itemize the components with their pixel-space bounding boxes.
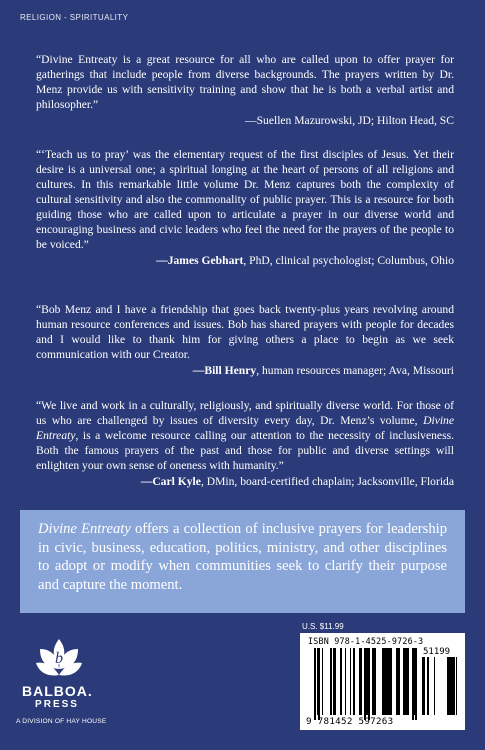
barcode-bar [389, 648, 392, 715]
publisher-logo [16, 635, 116, 735]
attribution-credentials: , JD; Hilton Head, SC [352, 114, 454, 127]
category-label: RELIGION - SPIRITUALITY [20, 13, 129, 22]
quote-text: “Bob Menz and I have a friendship that goes back twenty-plus years revolving around human resource conferences and issues. Bob has shared prayers with people for decades and I would like to thank him for giving others a place to begin as we seek communication with our Creator. [36, 303, 454, 361]
barcode-bar [383, 648, 386, 715]
barcode-bar [452, 657, 455, 715]
quote-attribution [36, 253, 454, 268]
barcode-bar [353, 648, 354, 715]
quote-4 [36, 398, 454, 489]
barcode-bar [330, 648, 332, 715]
barcode-bar [422, 657, 424, 715]
barcode-bar [450, 657, 452, 715]
barcode-bar [424, 657, 425, 715]
barcode-guard-bar [368, 648, 370, 720]
publisher-division: A DIVISION OF HAY HOUSE [16, 718, 107, 725]
barcode-bar [434, 657, 435, 715]
summary-box [20, 510, 465, 613]
quote-attribution [36, 363, 454, 378]
summary-text: offers a collection of inclusive prayers for leadership in civic, business, education, politics, ministry, and other disciplines to adopt or modify when communities seek to clarify their purpose and capture the moment. [38, 521, 447, 593]
barcode-bar [396, 648, 399, 715]
barcode-bar [403, 648, 404, 715]
publisher-name: BALBOA. [22, 683, 93, 699]
isbn-text: ISBN 978-1-4525-9726-3 [308, 636, 424, 646]
barcode-bar [372, 648, 374, 715]
quote-3 [36, 302, 454, 378]
quote-attribution [36, 474, 454, 489]
quote-text: “Divine Entreaty is a great resource for all who are called upon to offer prayer for gatherings that include people from diverse backgrounds. The prayers written by Dr. Menz provide us with sensitivity training and show that he is both a verbal artist and philosopher.” [36, 53, 454, 111]
barcode-bar [350, 648, 351, 715]
barcode-bar [404, 648, 406, 715]
attribution-name: —Bill Henry [192, 364, 257, 377]
quote-text-before: “We live and work in a culturally, religiously, and spiritually diverse world. For those of us who are challenged by issues of diversity every day, Dr. Menz’s volume, [36, 399, 454, 427]
publisher-subname: PRESS [35, 699, 79, 710]
lotus-icon [34, 635, 84, 683]
barcode-bar [408, 648, 409, 715]
quote-text [36, 398, 454, 473]
barcode-bar [456, 657, 457, 715]
barcode-guard-bar [364, 648, 366, 720]
barcode-bar [340, 648, 342, 715]
isbn-barcode [300, 633, 465, 730]
quote-2 [36, 147, 454, 268]
logo-letter: b [55, 650, 63, 667]
barcode-bar [374, 648, 376, 715]
barcode-guard-bar [318, 648, 320, 720]
barcode-bar [448, 657, 450, 715]
attribution-name: —Carl Kyle [140, 475, 201, 488]
barcode-bar [354, 648, 355, 715]
barcode-digits: 9 781452 597263 [306, 716, 394, 727]
attribution-name: —Suellen Mazurowski [244, 114, 353, 127]
summary-book-title: Divine Entreaty [38, 521, 131, 537]
barcode-bar [386, 648, 389, 715]
barcode-bar [427, 657, 429, 715]
quote-book-title: Divine Entreaty [36, 414, 454, 442]
attribution-credentials: , human resources manager; Ava, Missouri [256, 364, 454, 377]
barcode-bar [333, 648, 336, 715]
barcode-bar [345, 648, 346, 715]
barcode-bar [322, 648, 323, 715]
barcode-bar [447, 657, 448, 715]
quote-attribution [36, 113, 454, 128]
attribution-credentials: , PhD, clinical psychologist; Columbus, Ohio [243, 254, 454, 267]
barcode-guard-bar [412, 648, 414, 720]
quote-text-after: , is a welcome resource calling our attention to the necessity of inclusiveness. Both the famous prayers of the past and those for public and diverse settings will enlighten your own sense of oneness with humanity.” [36, 429, 454, 472]
price-label: U.S. $11.99 [302, 622, 344, 631]
barcode-guard-bar [314, 648, 316, 720]
barcode-bar [382, 648, 383, 715]
barcode-bar [406, 648, 408, 715]
attribution-name: —James Gebhart [156, 254, 244, 267]
quote-1 [36, 52, 454, 128]
barcode-bar [399, 648, 400, 715]
barcode-addon-digits: 51199 [423, 647, 451, 657]
attribution-credentials: , DMin, board-certified chaplain; Jacksonville, Florida [200, 475, 454, 488]
barcode-guard-bar [415, 648, 417, 720]
barcode-bar [359, 648, 362, 715]
quote-text: “‘Teach us to pray’ was the elementary request of the first disciples of Jesus. Yet their desire is a universal one; a spiritual longing at the heart of persons of all religions and cultures. In this remarkable little volume Dr. Menz captures both the complexity of cultural sensitivity and also the commonality of public prayer. This is a resource for both guiding those who are called upon to articulate a prayer in our diverse world and encouraging business and civic leaders who feel the need for the prayers of the people to be voiced.” [36, 148, 454, 251]
